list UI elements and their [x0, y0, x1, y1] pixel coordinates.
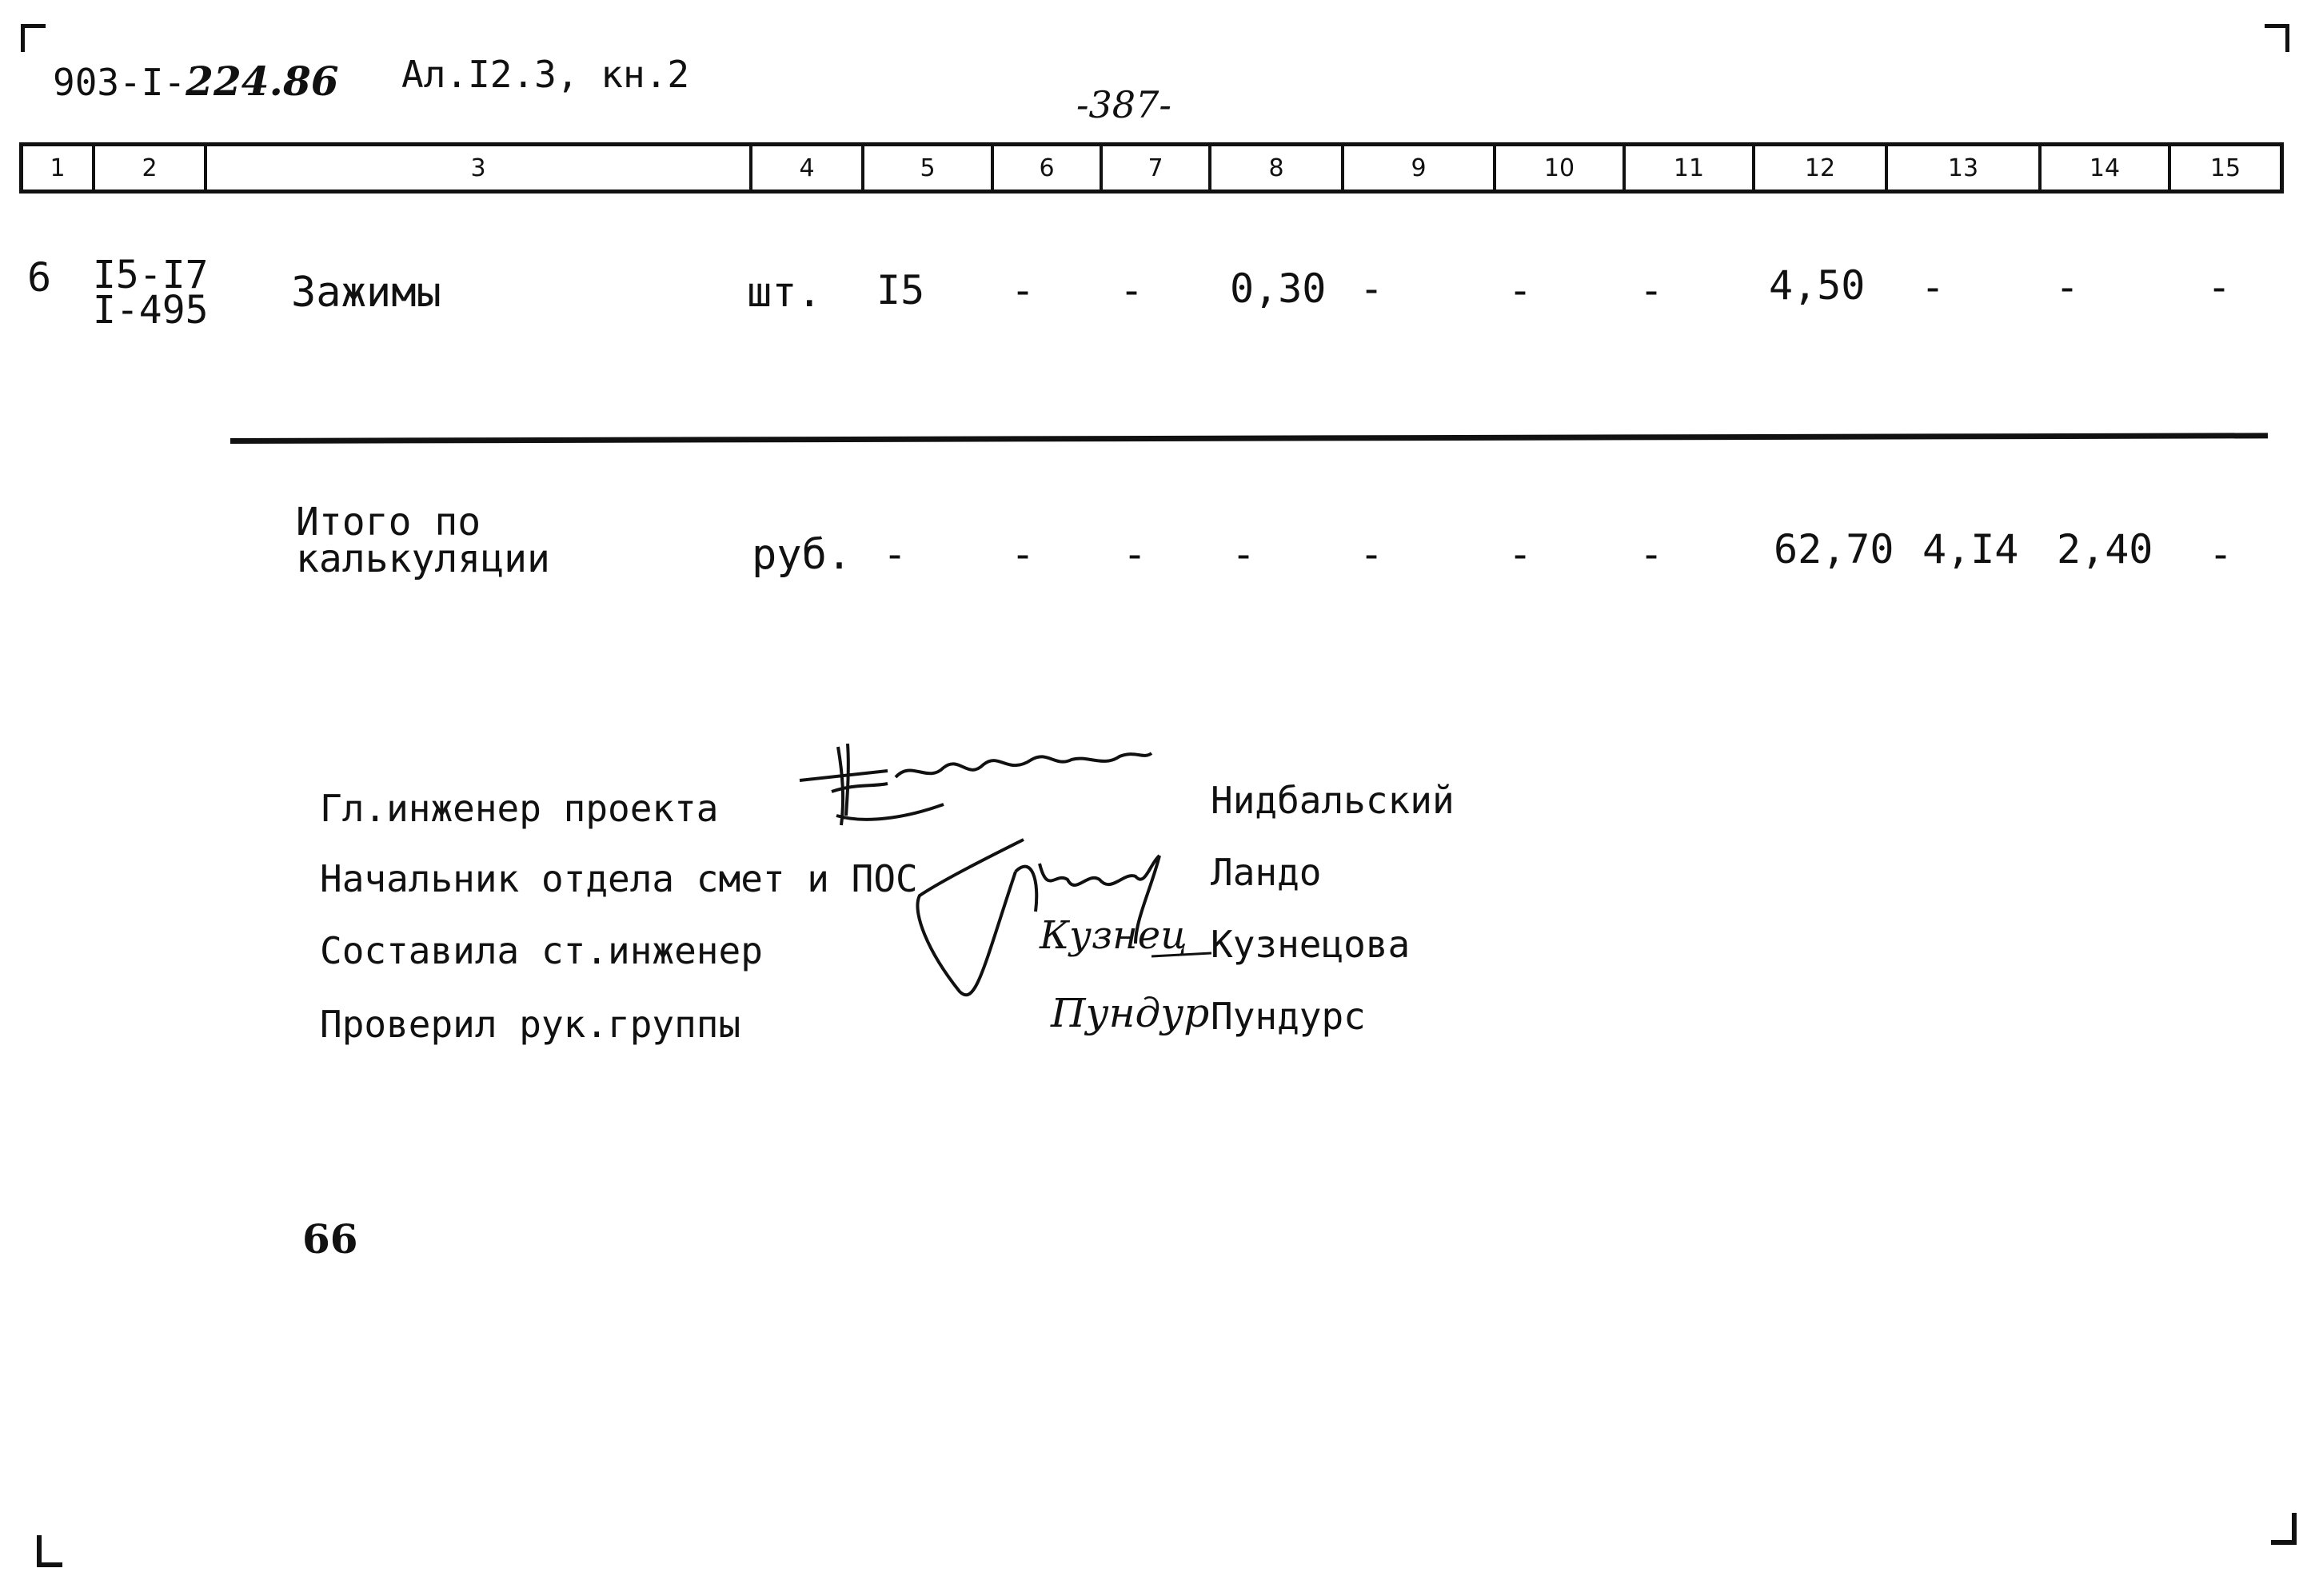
- corner-mark-top-right: [2265, 24, 2289, 52]
- signature-title: Составила ст.инженер: [320, 929, 763, 972]
- total-col12: 62,70: [1774, 526, 1894, 573]
- cell-col15: -: [2207, 264, 2232, 310]
- svg-text:Кузнец: Кузнец: [1040, 913, 1187, 958]
- total-col6: -: [1011, 531, 1036, 577]
- total-col10: -: [1508, 531, 1533, 577]
- column-header: 11: [1626, 146, 1755, 190]
- column-header: 8: [1211, 146, 1344, 190]
- column-header-row: [19, 142, 2284, 194]
- signature-name: Ландо: [1211, 851, 1322, 894]
- column-header: 14: [2042, 146, 2171, 190]
- corner-mark-bottom-left: [37, 1535, 62, 1567]
- divider-line: [230, 433, 2268, 444]
- signature-title: Проверил рук.группы: [320, 1003, 741, 1046]
- column-header: 6: [994, 146, 1103, 190]
- item-qty: I5: [876, 267, 925, 313]
- doc-prefix: 903-I-: [53, 61, 186, 104]
- page-number: -387-: [1076, 83, 1171, 126]
- signature-name: Пундурс: [1211, 995, 1366, 1038]
- row-number: 6: [27, 254, 52, 301]
- cell-col10: -: [1508, 267, 1533, 313]
- signature-title: Начальник отдела смет и ПОС: [320, 857, 918, 900]
- cell-col13: -: [1921, 264, 1946, 310]
- signature-kuznetsova-icon: [1032, 912, 1223, 968]
- column-header: 7: [1103, 146, 1211, 190]
- column-header: 12: [1755, 146, 1888, 190]
- signature-title: Гл.инженер проекта: [320, 787, 719, 830]
- svg-text:Пундур: Пундур: [1051, 990, 1210, 1036]
- column-header: 15: [2209, 154, 2241, 182]
- column-header: 3: [207, 146, 752, 190]
- signature-name: Нидбальский: [1211, 779, 1455, 822]
- cell-col14: -: [2055, 264, 2080, 310]
- cell-col9: -: [1359, 265, 1384, 312]
- column-header: 10: [1496, 146, 1626, 190]
- column-header: 1: [23, 146, 95, 190]
- column-header: 13: [1888, 146, 2042, 190]
- total-unit: руб.: [752, 531, 852, 579]
- total-col14: 2,40: [2057, 526, 2153, 573]
- total-col13: 4,I4: [1922, 526, 2019, 573]
- cell-col12: 4,50: [1769, 262, 1866, 309]
- signature-name: Кузнецова: [1211, 923, 1411, 966]
- signature-pundurs-icon: [1048, 985, 1223, 1049]
- norm-code: I5-I7 I-495: [93, 253, 209, 333]
- column-header: 2: [95, 146, 207, 190]
- column-header: 9: [1344, 146, 1496, 190]
- doc-number-handwritten: 224.86: [186, 58, 339, 105]
- total-col11: -: [1639, 531, 1664, 577]
- cell-col11: -: [1639, 267, 1664, 313]
- item-unit: шт.: [747, 269, 822, 317]
- column-header: 5: [864, 146, 994, 190]
- item-name: Зажимы: [291, 269, 441, 317]
- column-header: 4: [752, 146, 864, 190]
- cell-col8: 0,30: [1230, 265, 1327, 312]
- total-col5: -: [883, 531, 908, 577]
- total-col9: -: [1359, 531, 1384, 577]
- total-col15: -: [2209, 531, 2233, 577]
- total-col8: -: [1231, 531, 1256, 577]
- corner-mark-top-left: [21, 24, 46, 52]
- total-col7: -: [1123, 531, 1148, 577]
- corner-mark-bottom-right: [2271, 1513, 2297, 1545]
- footer-mark: 66: [302, 1215, 358, 1263]
- total-label: Итого по калькуляции: [296, 500, 550, 581]
- cell-col6: -: [1011, 267, 1036, 313]
- album-reference: Ал.I2.3, кн.2: [401, 53, 690, 96]
- cell-col7: -: [1120, 267, 1144, 313]
- document-number: [53, 58, 339, 105]
